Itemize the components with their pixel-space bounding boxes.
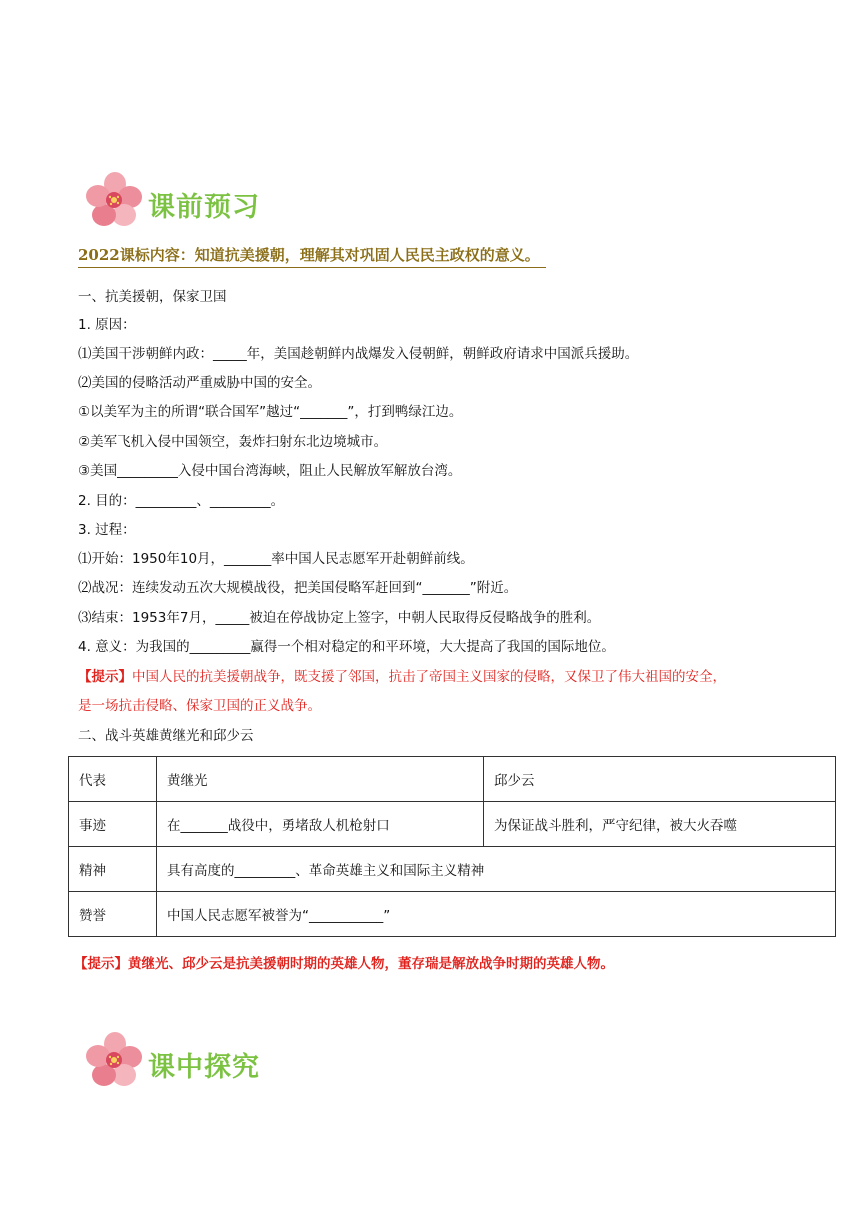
text-line: ⑶结束：1953年7月，_____被迫在停战协定上签字，中朝人民取得反侵略战争的胜利。 (78, 610, 601, 626)
heading-1: 一、抗美援朝，保家卫国 (78, 289, 227, 305)
heading-2: 二、战斗英雄黄继光和邱少云 (78, 728, 254, 744)
text-line: ⑵美国的侵略活动严重威胁中国的安全。 (78, 375, 321, 391)
text-line: ⑴开始：1950年10月，_______率中国人民志愿军开赴朝鲜前线。 (78, 551, 474, 567)
section-header-preview (84, 170, 260, 230)
tip-text: 中国人民的抗美援朝战争，既支援了邻国，抗击了帝国主义国家的侵略，又保卫了伟大祖国的安全， (132, 669, 726, 685)
section-title: 课中探究 (148, 1051, 260, 1083)
table-cell-key: 代表 (69, 757, 157, 802)
text-line: 2. 目的：_________、_________。 (78, 493, 285, 509)
table-row (69, 802, 836, 847)
table-cell: 邱少云 (484, 757, 836, 802)
section-title: 课前预习 (148, 191, 260, 223)
text-line: ⑴美国干涉朝鲜内政：_____年，美国趁朝鲜内战爆发入侵朝鲜，朝鲜政府请求中国派兵援助。 (78, 346, 639, 362)
text-line: 1. 原因： (78, 317, 136, 333)
tip-label: 【提示】 (74, 956, 128, 972)
text-line: 4. 意义：为我国的_________赢得一个相对稳定的和平环境，大大提高了我国的国际地位。 (78, 639, 615, 655)
text-line: ③美国_________入侵中国台湾海峡，阻止人民解放军解放台湾。 (78, 463, 462, 479)
table-row (69, 757, 836, 802)
text-line: ②美军飞机入侵中国领空，轰炸扫射东北边境城市。 (78, 434, 388, 450)
table-cell-key: 事迹 (69, 802, 157, 847)
section-header-explore (84, 1030, 260, 1090)
tip-label: 【提示】 (78, 669, 132, 685)
table-cell: 黄继光 (157, 757, 484, 802)
tip-text: 黄继光、邱少云是抗美援朝时期的英雄人物，董存瑞是解放战争时期的英雄人物。 (128, 956, 614, 972)
table-cell: 在_______战役中，勇堵敌人机枪射口 (157, 802, 484, 847)
table-cell-key: 赞誉 (69, 892, 157, 937)
table-row (69, 847, 836, 892)
flower-icon (84, 170, 146, 230)
table-cell-key: 精神 (69, 847, 157, 892)
text-line: 3. 过程： (78, 522, 136, 538)
table-cell: 具有高度的_________、革命英雄主义和国际主义精神 (157, 847, 836, 892)
tip-paragraph-cont: 是一场抗击侵略、保家卫国的正义战争。 (78, 698, 321, 714)
text-line: ①以美军为主的所谓“联合国军”越过“_______”，打到鸭绿江边。 (78, 404, 463, 420)
table-cell: 为保证战斗胜利，严守纪律，被大火吞噬 (484, 802, 836, 847)
tip-paragraph (78, 668, 726, 686)
table-cell: 中国人民志愿军被誉为“___________” (157, 892, 836, 937)
flower-icon (84, 1030, 146, 1090)
heroes-table (68, 756, 836, 937)
tip-paragraph-2 (74, 955, 614, 973)
table-row (69, 892, 836, 937)
curriculum-standard: 2022课标内容：知道抗美援朝，理解其对巩固人民民主政权的意义。 (78, 244, 546, 268)
text-line: ⑵战况：连续发动五次大规模战役，把美国侵略军赶回到“_______”附近。 (78, 580, 518, 596)
